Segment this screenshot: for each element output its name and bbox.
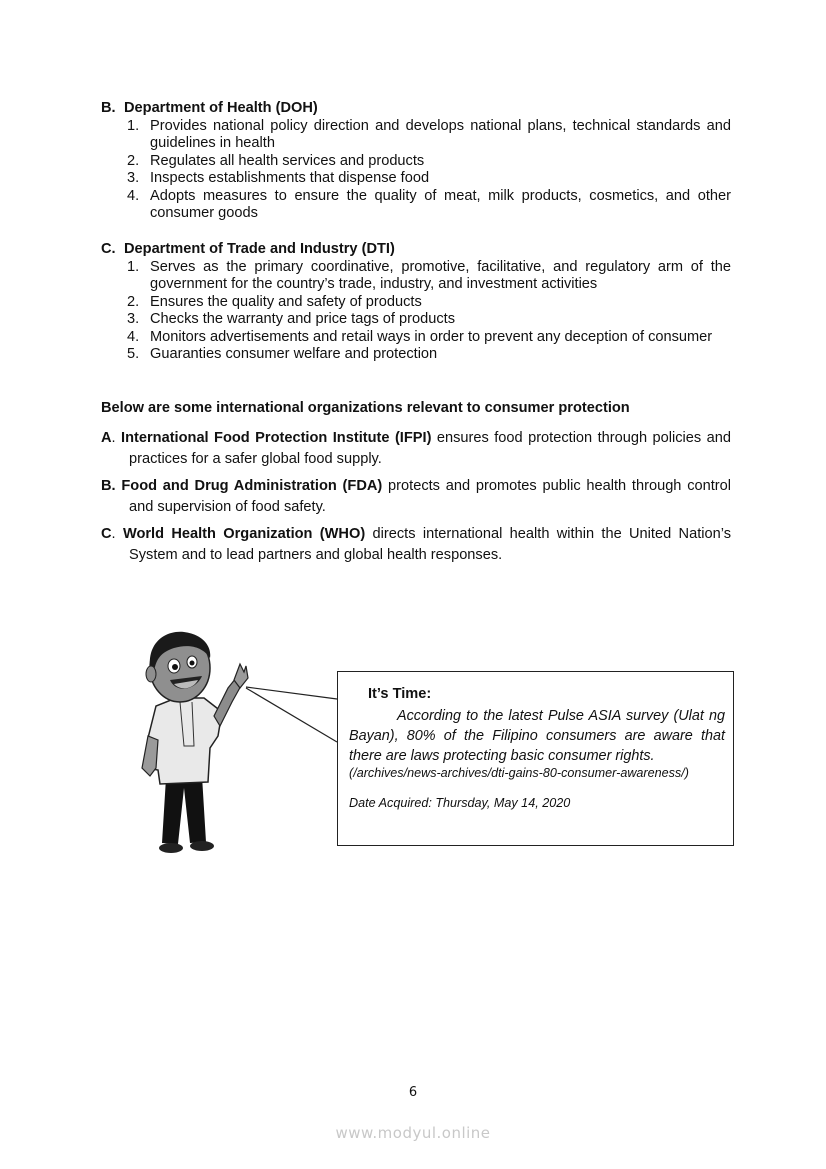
org-description: directs international health within the United Nation’s System and to lead partners and global health responses. [129,526,731,563]
page-number: 6 [408,1085,418,1100]
list-item [127,294,731,312]
item-text: Monitors advertisements and retail ways in order to prevent any deception of consumer [150,328,713,345]
list-item [127,311,731,329]
section-title: Department of Health (DOH) [124,100,318,116]
cartoon-boy-illustration [118,628,258,860]
org-who [101,524,731,565]
org-lead [101,478,382,494]
doh-heading [101,100,731,118]
international-heading: Below are some international organizations relevant to consumer protection [101,400,630,416]
item-number: 4. [127,187,140,204]
item-number: 3. [127,311,140,327]
list-item [127,153,731,171]
org-lead [101,430,431,446]
item-text: Provides national policy direction and develops national plans, technical standards and guidelines in health [150,117,731,151]
item-text: Regulates all health services and products [150,152,425,169]
item-text: Checks the warranty and price tags of products [150,311,456,327]
org-fda [101,476,731,517]
list-item [127,346,731,364]
item-text: Inspects establishments that dispense food [150,170,430,186]
org-ifpi [101,428,731,469]
org-description: ensures food protection through policies and practices for a safer global food supply. [129,430,732,467]
item-text: Adopts measures to ensure the quality of meat, milk products, cosmetics, and other consumer goods [150,187,731,221]
item-number: 2. [127,152,140,169]
list-item [127,259,731,294]
org-description: protects and promotes public health through control and supervision of food safety. [129,478,731,515]
org-letter: A [101,430,112,446]
item-number: 1. [127,117,140,134]
item-number: 2. [127,293,140,310]
callout-title: It’s Time: [368,686,432,702]
org-name: Food and Drug Administration (FDA) [121,478,383,494]
list-item [127,188,731,223]
org-sep: . [111,526,123,542]
org-name: World Health Organization (WHO) [122,526,366,542]
org-letter: B. [101,478,116,494]
item-text: Serves as the primary coordinative, promotive, facilitative, and regulatory arm of the government for the country’s trade, industry, and investment activities [150,258,731,292]
callout-date: Date Acquired: Thursday, May 14, 2020 [349,796,571,810]
item-number: 4. [127,328,140,345]
list-item [127,170,731,188]
doh-list [101,118,731,223]
doh-section [101,100,731,223]
callout-source: (/archives/news-archives/dti-gains-80-consumer-awareness/) [349,766,689,780]
list-item [127,118,731,153]
section-letter: C. [101,241,116,257]
org-name: International Food Protection Institute (IFPI) [121,430,432,446]
dti-list [101,259,731,364]
list-item [127,329,731,347]
callout-body: According to the latest Pulse ASIA survey (Ulat ng Bayan), 80% of the Filipino consumers are aware that there are laws protecting basic consumer rights. [349,708,725,764]
org-lead [101,526,365,542]
item-number: 5. [127,346,140,362]
org-letter: C [101,526,112,542]
dti-section [101,241,731,364]
its-time-callout [337,671,734,846]
item-text: Ensures the quality and safety of products [150,293,422,310]
watermark: www.modyul.online [335,1124,491,1142]
section-title: Department of Trade and Industry (DTI) [124,241,395,257]
section-letter: B. [101,100,116,116]
item-text: Guaranties consumer welfare and protection [150,346,438,362]
org-sep: . [111,430,122,446]
item-number: 3. [127,170,140,186]
dti-heading [101,241,731,259]
item-number: 1. [127,258,140,275]
